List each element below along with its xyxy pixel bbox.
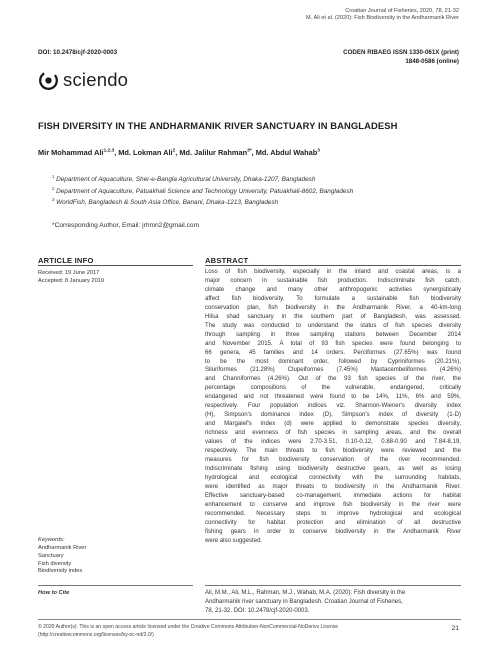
abstract-line: measures for fish biodiversity conservation of the river recommended.: [205, 457, 461, 464]
author-name: Md. Abdul Wahab: [255, 148, 318, 157]
abstract-line: fishing gears in order to conserve biodiversity in the Andharmanik River: [205, 528, 461, 535]
keyword-item: Fish diversity: [38, 560, 72, 567]
author-name: Mir Mohammad Ali: [38, 148, 104, 157]
publisher-logo: [38, 69, 128, 91]
accepted-date: Accepted: 8 January 2019: [38, 278, 105, 284]
affiliation-number: 2: [52, 185, 55, 191]
keywords-heading: Keywords:: [38, 537, 65, 543]
author-affil-sup: 1,2,3: [103, 148, 115, 154]
article-title: FISH DIVERSITY IN THE ANDHARMANIK RIVER SANCTUARY IN BANGLADESH: [38, 120, 398, 131]
abstract-line: and Margalef's index (d) were applied to demonstrate species diversity,: [205, 421, 461, 428]
abstract-line: richness and evenness of fish species in sampling areas, and the overall: [205, 430, 461, 437]
sciendo-logo-icon: [38, 70, 59, 91]
author-list: [38, 148, 320, 157]
abstract-line: Loss of fish biodiversity, especially in the inland and coastal areas, is a: [205, 269, 461, 275]
abstract-line: enhancement to conserve and improve fish biodiversity in the river were: [205, 501, 461, 508]
corresponding-author: *Corresponding Author, Email: jrhmn2@gmail.com: [52, 222, 200, 229]
abstract-line: to be the most dominant order, followed by Cypriniformes (20.21%),: [205, 358, 461, 365]
affiliation-item: [52, 186, 353, 198]
abstract-line: conservation plan, fish biodiversity in the Andharmanik River, a 40-km-long: [205, 304, 461, 311]
affiliation-number: 3: [52, 197, 55, 203]
author-affil-sup: 3*: [247, 148, 252, 154]
author-separator: ,: [114, 148, 119, 157]
affiliation-number: 1: [52, 173, 55, 179]
abstract-line: recommended. Necessary steps to improve hydrological and ecological: [205, 510, 461, 517]
abstract-line: major concern in sustainable fish production. Indiscriminate fish catch,: [205, 277, 461, 284]
license-notice: [38, 624, 438, 639]
abstract-line: hydrological and ecological connectivity with the surrounding habitats,: [205, 474, 461, 481]
how-to-cite-label: How to Cite: [38, 590, 70, 596]
abstract-line: (H), Simpson's dominance index (D), Simpson's index of diversity (1-D): [205, 412, 461, 419]
affiliation-list: [52, 174, 353, 209]
doi-label: DOI: 10.2478/cjf-2020-0003: [38, 49, 118, 56]
short-citation-line: M. Ali et al. (2020): Fish Biodiversity in the Andharmanik River: [306, 15, 459, 21]
abstract-line: affect fish biodiversity. To formulate a sustainable fish biodiversity: [205, 295, 461, 302]
affiliation-item: [52, 197, 353, 209]
footer-divider: [38, 619, 461, 620]
affiliation-item: [52, 174, 353, 186]
keywords-list: [38, 545, 86, 576]
abstract-line: respectively. Four population indices viz. Shannon-Wiener's diversity index: [205, 403, 461, 410]
author-affil-sup: 2: [172, 148, 176, 154]
journal-citation-line: Croatian Journal of Fisheries, 2020, 78, 21-32: [345, 8, 459, 14]
abstract-heading: ABSTRACT: [205, 256, 249, 265]
page-number: 21: [451, 625, 459, 632]
keyword-item: Sanctuary: [38, 552, 64, 559]
author-separator: ,: [175, 148, 180, 157]
coden-issn-print: CODEN RIBAEG ISSN 1330-061X (print): [343, 49, 459, 56]
issn-online: 1848-0586 (online): [405, 57, 459, 65]
article-info-divider: [38, 265, 193, 266]
citation-line: 78, 21-32. DOI: 10.2478/cjf-2020-0003.: [205, 607, 310, 614]
author-name: Md. Lokman Ali: [118, 148, 173, 157]
abstract-body: [205, 268, 461, 546]
keyword-item: Andharmanik River: [38, 545, 87, 551]
issn-block: [343, 49, 459, 66]
abstract-line: Siluriformes (21.28%) Clupeiformes (7.45%) Mastacembeliformes (4.26%): [205, 367, 461, 374]
abstract-line: Hilsa shad sanctuary in the southern part of Bangladesh, was assessed.: [205, 313, 461, 320]
abstract-line: through sampling in three sampling stations between December 2014: [205, 331, 461, 338]
how-to-cite-text: [205, 589, 465, 615]
abstract-line: Effective sanctuary-based co-management, immediate actions for habitat: [205, 492, 461, 499]
author-affil-sup: 3: [317, 148, 320, 154]
abstract-line: were identified as major threats to biodiversity in the Andharmanik River.: [205, 483, 461, 490]
affiliation-text: Department of Aquaculture, Sher-e-Bangla Agricultural University, Dhaka-1207, Bangladesh: [56, 176, 316, 183]
affiliation-text: WorldFish, Bangladesh & South Asia Office, Banani, Dhaka-1213, Bangladesh: [56, 199, 279, 207]
author-name: Md. Jalilur Rahman: [179, 148, 248, 157]
abstract-line: connectivity for habitat protection and elimination of all destructive: [205, 519, 461, 526]
author-separator: ,: [251, 148, 256, 157]
abstract-line: Indiscriminate fishing using biodiversity destructive gears, as well as losing: [205, 465, 461, 472]
article-info-heading: ARTICLE INFO: [38, 256, 94, 265]
abstract-line: and Channiformes (4.26%). Out of the 93 fish species of the river, the: [205, 376, 461, 383]
running-header: [306, 8, 459, 22]
abstract-line: endangered and not threatened were found to be 14%, 11%, 6% and 59%,: [205, 394, 461, 401]
license-text: © 2020 Author(s). This is an open access article licensed under the Creative Commons Attribution-NonCommercial-NoDerivs License: [38, 624, 339, 630]
abstract-line: climate change and many other anthropogenic activities synergistically: [205, 286, 461, 293]
abstract-line: and November 2015. A total of 93 fish species were found belonging to: [205, 340, 461, 347]
abstract-line: respectively. The main threats to fish biodiversity were reviewed and the: [205, 448, 461, 455]
received-date: Received: 19 June 2017: [38, 270, 100, 276]
abstract-line: values of the indices were 2.70-3.51, 0.10-0.12, 0.88-0.90 and 7.84-8.19,: [205, 439, 461, 446]
affiliation-text: Department of Aquaculture, Patuakhali Science and Technology University, Patuakhali-8602, Bangladesh: [56, 187, 354, 195]
logo-wordmark: sciendo: [63, 69, 129, 90]
how-to-cite-divider-left: [38, 585, 193, 586]
abstract-line: The study was conducted to understand the status of fish species diversity: [205, 322, 461, 329]
citation-line: Ali, M.M., Ali, M.L., Rahman, M.J., Wahab, M.A. (2020): Fish diversity in the: [205, 590, 406, 596]
abstract-divider: [205, 265, 461, 266]
abstract-line: were also suggested.: [205, 537, 263, 544]
abstract-line: 66 genera, 45 families and 14 orders. Perciformes (27.65%) was found: [205, 349, 461, 356]
citation-line: Andharmanik river sanctuary in Bangladesh. Croatian Journal of Fisheries,: [205, 598, 403, 605]
abstract-line: percentage compositions of the vulnerable, endangered, critically: [205, 385, 461, 392]
keyword-item: Biodiversity index: [38, 568, 83, 575]
how-to-cite-divider-right: [205, 585, 461, 586]
license-url[interactable]: (http://creativecommons.org/licenses/by-nc-nd/3.0/): [38, 631, 154, 638]
